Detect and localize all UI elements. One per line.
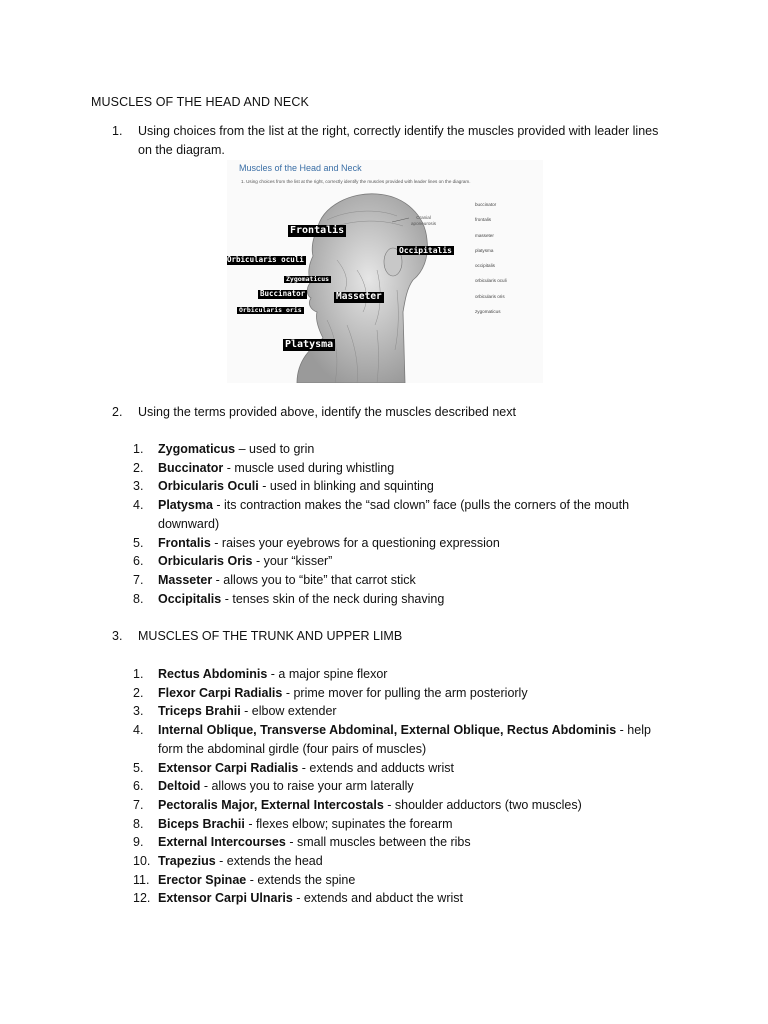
item-description: - raises your eyebrows for a questioning expression bbox=[210, 535, 500, 550]
list-item bbox=[133, 590, 653, 609]
item-number: 3. bbox=[133, 479, 144, 494]
item-number: 2. bbox=[133, 460, 144, 475]
item-term: Extensor Carpi Radialis bbox=[158, 760, 299, 775]
list-item bbox=[133, 721, 653, 758]
choice-item: orbicularis oris bbox=[475, 293, 505, 299]
choice-item: zygomaticus bbox=[475, 309, 501, 315]
item-number: 7. bbox=[133, 797, 144, 812]
item-description: - extends and abduct the wrist bbox=[292, 891, 463, 906]
question-number: 1. bbox=[112, 124, 123, 138]
item-description: - allows you to “bite” that carrot stick bbox=[212, 572, 416, 587]
question-text-line: Using choices from the list at the right, correctly identify the muscles provided with leader lines bbox=[138, 124, 659, 138]
list-item bbox=[133, 871, 653, 890]
item-term: Zygomaticus bbox=[158, 442, 236, 456]
item-term: Platysma bbox=[158, 498, 213, 513]
item-term: Extensor Carpi Ulnaris bbox=[158, 891, 293, 906]
list-item bbox=[133, 852, 653, 871]
cranial-label-line: aponeurosis bbox=[411, 221, 437, 226]
list-item bbox=[133, 702, 653, 721]
label-platysma: Platysma bbox=[285, 339, 334, 350]
item-description: - elbow extender bbox=[240, 704, 337, 719]
item-term: Biceps Brachii bbox=[158, 816, 245, 831]
item-number: 5. bbox=[133, 535, 144, 550]
label-orbicularis-oculi: Orbicularis oculi bbox=[227, 255, 304, 264]
item-description: - its contraction makes the “sad clown” face (pulls the corners of the mouth downward) bbox=[158, 498, 630, 531]
item-number: 1. bbox=[133, 442, 144, 456]
label-buccinator: Buccinator bbox=[260, 289, 306, 298]
item-term: Deltoid bbox=[158, 779, 201, 794]
choice-item: platysma bbox=[475, 247, 494, 253]
item-term: Trapezius bbox=[158, 854, 216, 869]
item-number: 7. bbox=[133, 572, 144, 587]
item-term: Internal Oblique, Transverse Abdominal, External Oblique, Rectus Abdominis bbox=[158, 723, 617, 738]
item-term: Rectus Abdominis bbox=[158, 667, 268, 681]
item-number: 8. bbox=[133, 591, 144, 606]
item-description: - your “kisser” bbox=[252, 554, 333, 569]
item-number: 11. bbox=[133, 872, 150, 887]
item-term: Triceps Brahii bbox=[158, 704, 241, 719]
question-text bbox=[138, 122, 658, 159]
list-item bbox=[133, 796, 653, 815]
list-item bbox=[133, 477, 653, 496]
choice-item: frontalis bbox=[475, 217, 492, 223]
item-description: - allows you to raise your arm laterally bbox=[200, 779, 414, 794]
question-number: 3. bbox=[112, 629, 123, 643]
list-item bbox=[133, 833, 653, 852]
item-description: - shoulder adductors (two muscles) bbox=[383, 797, 582, 812]
item-term: Frontalis bbox=[158, 535, 211, 550]
label-masseter: Masseter bbox=[336, 291, 382, 302]
label-orbicularis-oris: Orbicularis oris bbox=[239, 306, 302, 314]
head-muscle-answers bbox=[133, 440, 653, 608]
list-item bbox=[133, 777, 653, 796]
choice-item: masseter bbox=[475, 232, 494, 238]
item-term: Orbicularis Oris bbox=[158, 554, 253, 569]
item-term: External Intercourses bbox=[158, 835, 286, 850]
item-description: - help form the abdominal girdle (four pairs of muscles) bbox=[158, 723, 651, 756]
item-number: 6. bbox=[133, 554, 144, 569]
item-description: - extends the spine bbox=[246, 872, 356, 887]
list-item bbox=[133, 496, 653, 533]
item-description: - tenses skin of the neck during shaving bbox=[221, 591, 445, 606]
diagram-instruction: 1. Using choices from the list at the right, correctly identify the muscles provided with leader lines on the diagram. bbox=[241, 179, 471, 184]
list-item bbox=[133, 889, 653, 908]
label-frontalis: Frontalis bbox=[290, 225, 345, 236]
muscle-diagram bbox=[227, 160, 543, 383]
choice-item: buccinator bbox=[475, 202, 497, 207]
choice-item: occipitalis bbox=[475, 263, 495, 269]
cranial-label-line: Cranial bbox=[416, 215, 431, 220]
item-number: 4. bbox=[133, 723, 144, 738]
page-title: MUSCLES OF THE HEAD AND NECK bbox=[91, 95, 309, 109]
question-text-line: on the diagram. bbox=[138, 142, 225, 157]
item-term: Occipitalis bbox=[158, 591, 222, 606]
item-term: Masseter bbox=[158, 572, 213, 587]
item-description: - extends the head bbox=[215, 854, 323, 869]
diagram-title: Muscles of the Head and Neck bbox=[239, 163, 362, 173]
item-description: - muscle used during whistling bbox=[223, 460, 395, 475]
item-term: Pectoralis Major, External Intercostals bbox=[158, 797, 384, 812]
item-description: - extends and adducts wrist bbox=[298, 760, 454, 775]
item-number: 9. bbox=[133, 835, 144, 850]
label-occipitalis: Occipitalis bbox=[399, 246, 452, 255]
item-description: - a major spine flexor bbox=[267, 667, 388, 681]
question-text: Using the terms provided above, identify the muscles described next bbox=[138, 405, 516, 419]
item-number: 3. bbox=[133, 704, 144, 719]
list-item bbox=[133, 440, 653, 459]
list-item bbox=[133, 534, 653, 553]
question-number: 2. bbox=[112, 405, 123, 419]
question-text: MUSCLES OF THE TRUNK AND UPPER LIMB bbox=[138, 629, 403, 643]
choice-item: orbicularis oculi bbox=[475, 278, 507, 284]
list-item bbox=[133, 665, 653, 684]
trunk-muscle-answers bbox=[133, 665, 653, 908]
item-description: - prime mover for pulling the arm posteriorly bbox=[282, 685, 528, 700]
item-number: 5. bbox=[133, 760, 144, 775]
item-number: 12. bbox=[133, 891, 151, 906]
label-zygomaticus: Zygomaticus bbox=[286, 275, 330, 283]
item-number: 4. bbox=[133, 498, 144, 513]
list-item bbox=[133, 759, 653, 778]
item-description: – used to grin bbox=[235, 442, 315, 456]
item-number: 10. bbox=[133, 854, 151, 869]
list-item bbox=[133, 684, 653, 703]
item-description: - small muscles between the ribs bbox=[285, 835, 471, 850]
item-term: Buccinator bbox=[158, 460, 224, 475]
item-number: 8. bbox=[133, 816, 144, 831]
item-number: 1. bbox=[133, 667, 144, 681]
item-term: Flexor Carpi Radialis bbox=[158, 685, 283, 700]
item-term: Erector Spinae bbox=[158, 872, 247, 887]
item-number: 6. bbox=[133, 779, 144, 794]
item-description: - used in blinking and squinting bbox=[258, 479, 434, 494]
list-item bbox=[133, 552, 653, 571]
list-item bbox=[133, 815, 653, 834]
item-term: Orbicularis Oculi bbox=[158, 479, 259, 494]
item-description: - flexes elbow; supinates the forearm bbox=[244, 816, 453, 831]
item-number: 2. bbox=[133, 685, 144, 700]
cranial-aponeurosis-label bbox=[411, 215, 436, 227]
list-item bbox=[133, 459, 653, 478]
choices-list bbox=[475, 197, 507, 319]
list-item bbox=[133, 571, 653, 590]
